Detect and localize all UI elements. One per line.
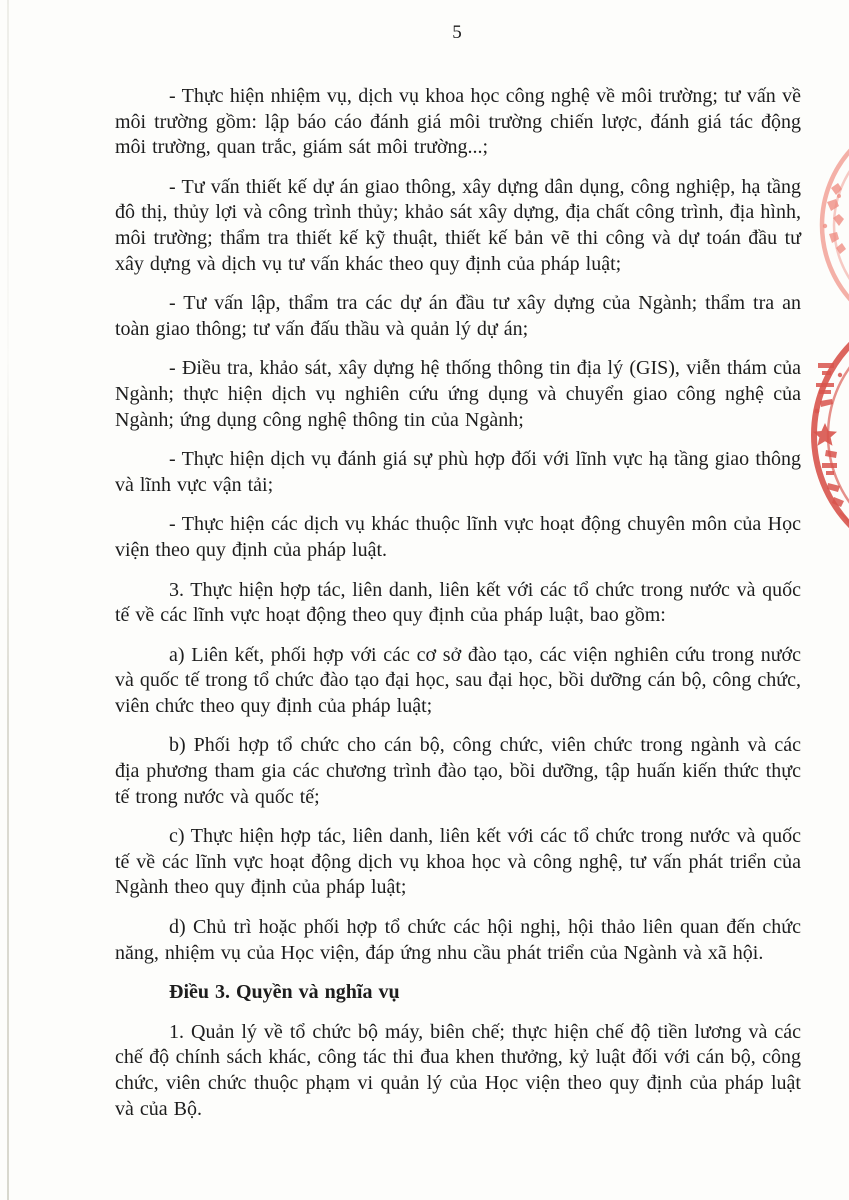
section-heading: Điều 3. Quyền và nghĩa vụ xyxy=(169,981,400,1004)
page-number: 5 xyxy=(452,22,463,43)
paragraph: 1. Quản lý về tổ chức bộ máy, biên chế; thực hiện chế độ tiền lương và các chế độ chính sách khác, công tác thi đua khen thưởng, kỷ luật đối với cán bộ, công chức, viên chức thuộc phạm vi quản lý của Học viện theo quy định của pháp luật và của Bộ. xyxy=(115,1020,801,1120)
paragraph: - Tư vấn lập, thẩm tra các dự án đầu tư xây dựng của Ngành; thẩm tra an toàn giao thông; tư vấn đấu thầu và quản lý dự án; xyxy=(115,292,801,340)
star-icon xyxy=(813,423,837,446)
paragraph: b) Phối hợp tổ chức cho cán bộ, công chức, viên chức trong ngành và các địa phương tham gia các chương trình đào tạo, bồi dưỡng, tập huấn kiến thức thực tế trong nước và quốc tế; xyxy=(115,734,801,808)
paragraph: - Thực hiện dịch vụ đánh giá sự phù hợp đối với lĩnh vực hạ tầng giao thông và lĩnh vực vận tải; xyxy=(115,448,801,496)
scan-artifact-line xyxy=(7,0,9,1200)
paragraph: - Thực hiện các dịch vụ khác thuộc lĩnh vực hoạt động chuyên môn của Học viện theo quy định của pháp luật. xyxy=(115,513,801,561)
document-body xyxy=(115,84,801,1136)
red-seal-bottom-icon xyxy=(804,335,849,535)
paragraph: - Tư vấn thiết kế dự án giao thông, xây dựng dân dụng, công nghiệp, hạ tầng đô thị, thủy lợi và công trình thủy; khảo sát xây dựng, địa chất công trình, địa hình, môi trường; thẩm tra thiết kế kỹ thuật, thiết kế bản vẽ thi công và dự toán đầu tư xây dựng và dịch vụ tư vấn khác theo quy định của pháp luật; xyxy=(115,175,801,275)
paragraph: - Điều tra, khảo sát, xây dựng hệ thống thông tin địa lý (GIS), viễn thám của Ngành; thực hiện dịch vụ nghiên cứu ứng dụng và chuyển giao công nghệ của Ngành; ứng dụng công nghệ thông tin của Ngành; xyxy=(115,357,801,431)
paragraph: d) Chủ trì hoặc phối hợp tổ chức các hội nghị, hội thảo liên quan đến chức năng, nhiệm vụ của Học viện, đáp ứng nhu cầu phát triển của Ngành và xã hội. xyxy=(115,916,801,964)
paragraph: c) Thực hiện hợp tác, liên danh, liên kết với các tổ chức trong nước và quốc tế về các lĩnh vực hoạt động dịch vụ khoa học và công nghệ, tư vấn phát triển của Ngành theo quy định của pháp luật; xyxy=(115,825,801,899)
paragraph: 3. Thực hiện hợp tác, liên danh, liên kết với các tổ chức trong nước và quốc tế về các lĩnh vực hoạt động theo quy định của pháp luật, bao gồm: xyxy=(115,578,801,627)
paragraph: a) Liên kết, phối hợp với các cơ sở đào tạo, các viện nghiên cứu trong nước và quốc tế trong tổ chức đào tạo đại học, sau đại học, bồi dưỡng cán bộ, công chức, viên chức theo quy định của pháp luật; xyxy=(115,643,801,717)
red-seal-top-icon xyxy=(809,140,849,310)
paragraph: - Thực hiện nhiệm vụ, dịch vụ khoa học công nghệ về môi trường; tư vấn về môi trường gồm: lập báo cáo đánh giá môi trường chiến lược, đánh giá tác động môi trường, quan trắc, giám sát môi trường...; xyxy=(115,85,801,159)
